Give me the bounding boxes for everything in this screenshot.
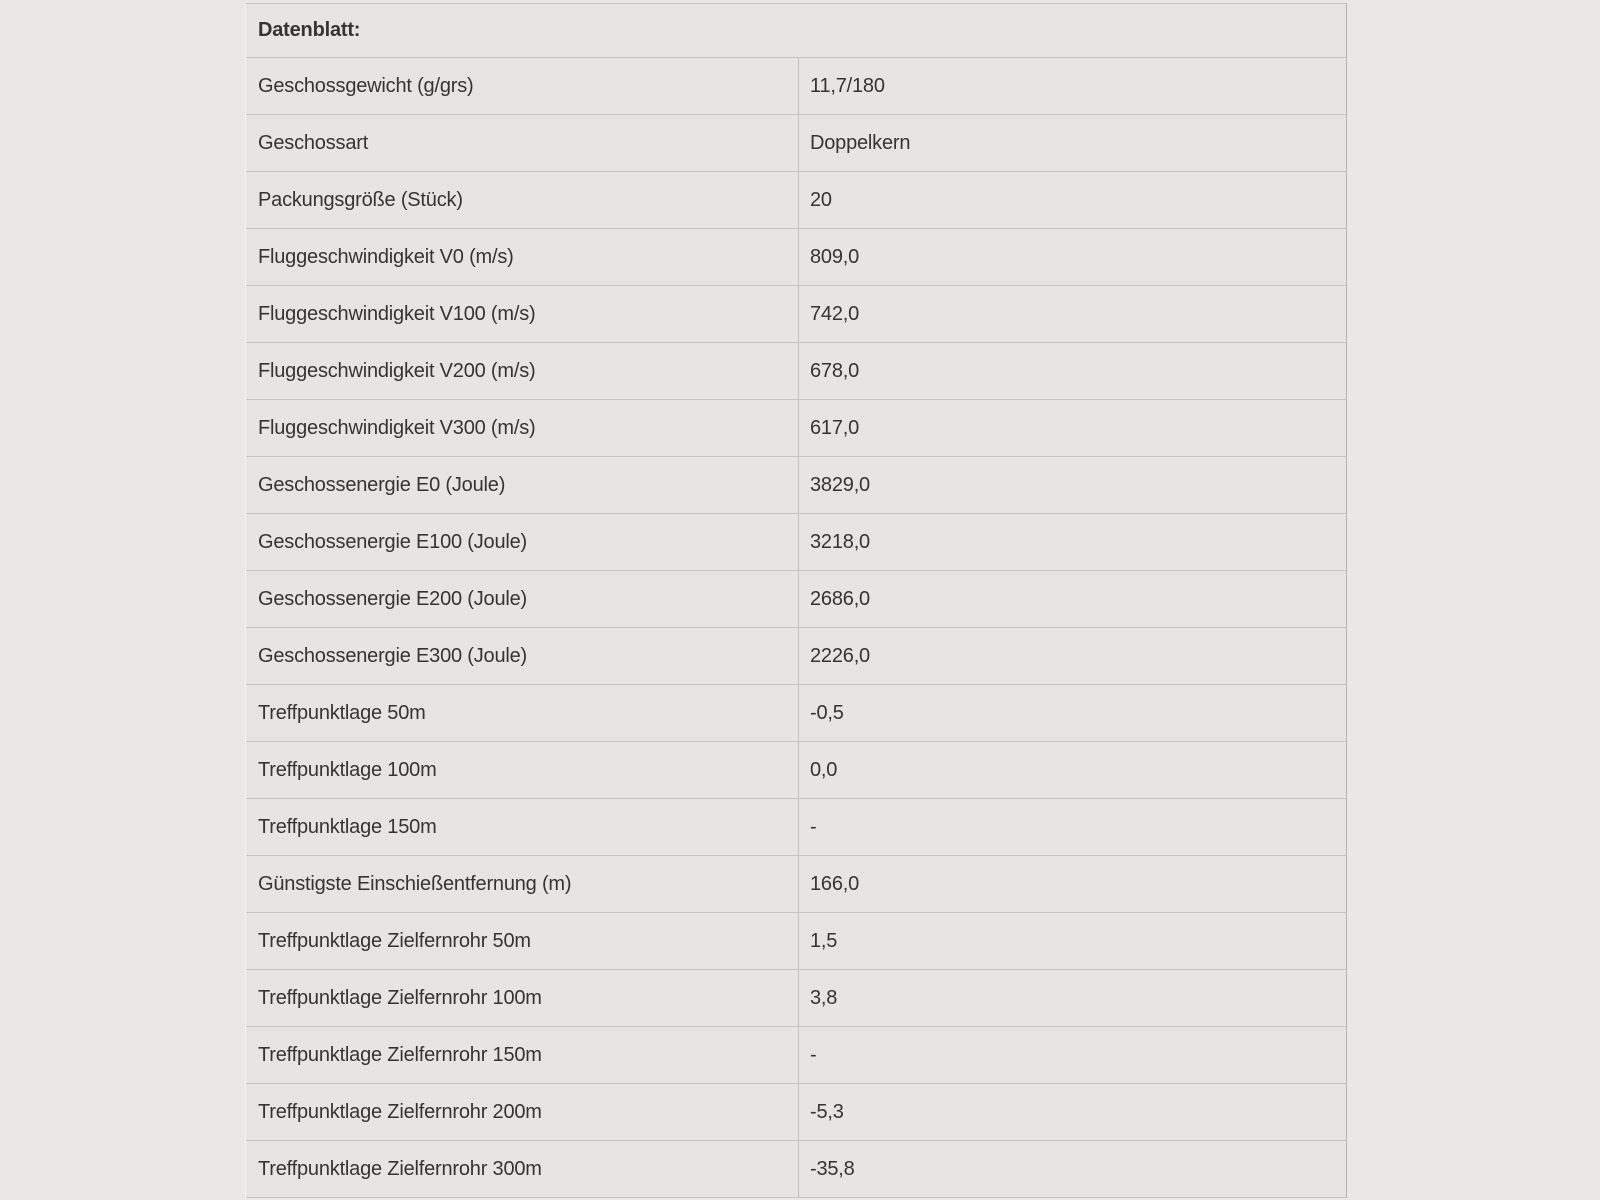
table-row [246, 1027, 1346, 1084]
table-row [246, 343, 1346, 400]
row-label: Treffpunktlage Zielfernrohr 150m [258, 1043, 542, 1066]
table-row [246, 457, 1346, 514]
table-row [246, 970, 1346, 1027]
row-label: Fluggeschwindigkeit V100 (m/s) [258, 302, 536, 325]
table-row [246, 229, 1346, 286]
row-label: Geschossart [258, 131, 369, 154]
row-label: Geschossenergie E300 (Joule) [258, 644, 527, 667]
row-value: 11,7/180 [798, 58, 1346, 114]
row-value: 0,0 [798, 742, 1346, 798]
table-row [246, 58, 1346, 115]
row-value: 166,0 [798, 856, 1346, 912]
row-label: Treffpunktlage 150m [258, 815, 437, 838]
row-value: 2686,0 [798, 571, 1346, 627]
row-label: Geschossenergie E100 (Joule) [258, 530, 527, 553]
row-value: 3829,0 [798, 457, 1346, 513]
row-label: Fluggeschwindigkeit V200 (m/s) [258, 359, 536, 382]
row-value: 617,0 [798, 400, 1346, 456]
table-row [246, 1141, 1346, 1198]
row-value: 20 [798, 172, 1346, 228]
row-value: 3218,0 [798, 514, 1346, 570]
datasheet-table [245, 3, 1347, 1198]
row-value: - [798, 799, 1346, 855]
row-value: - [798, 1027, 1346, 1083]
row-value: 678,0 [798, 343, 1346, 399]
row-value: -5,3 [798, 1084, 1346, 1140]
row-value: 3,8 [798, 970, 1346, 1026]
row-label: Geschossenergie E200 (Joule) [258, 587, 527, 610]
table-rows-container [246, 58, 1346, 1198]
row-label: Geschossenergie E0 (Joule) [258, 473, 506, 496]
row-value: -35,8 [798, 1141, 1346, 1197]
row-value: 2226,0 [798, 628, 1346, 684]
row-label: Treffpunktlage Zielfernrohr 100m [258, 986, 542, 1009]
table-row [246, 514, 1346, 571]
table-row [246, 856, 1346, 913]
table-row [246, 286, 1346, 343]
row-label: Treffpunktlage Zielfernrohr 300m [258, 1157, 542, 1180]
table-row [246, 115, 1346, 172]
table-title: Datenblatt: [258, 19, 361, 41]
table-row [246, 685, 1346, 742]
row-label: Geschossgewicht (g/grs) [258, 74, 474, 97]
row-label: Treffpunktlage 50m [258, 701, 426, 724]
table-row [246, 571, 1346, 628]
row-value: Doppelkern [798, 115, 1346, 171]
row-label: Fluggeschwindigkeit V300 (m/s) [258, 416, 536, 439]
row-value: 809,0 [798, 229, 1346, 285]
table-row [246, 172, 1346, 229]
row-value: 742,0 [798, 286, 1346, 342]
row-label: Fluggeschwindigkeit V0 (m/s) [258, 245, 514, 268]
row-label: Treffpunktlage 100m [258, 758, 437, 781]
row-value: 1,5 [798, 913, 1346, 969]
row-label: Günstigste Einschießentfernung (m) [258, 872, 572, 895]
table-header-row [246, 4, 1346, 58]
table-row [246, 913, 1346, 970]
row-label: Packungsgröße (Stück) [258, 188, 463, 211]
table-row [246, 400, 1346, 457]
table-row [246, 799, 1346, 856]
row-label: Treffpunktlage Zielfernrohr 50m [258, 929, 531, 952]
table-row [246, 1084, 1346, 1141]
row-label: Treffpunktlage Zielfernrohr 200m [258, 1100, 542, 1123]
table-row [246, 742, 1346, 799]
table-row [246, 628, 1346, 685]
row-value: -0,5 [798, 685, 1346, 741]
